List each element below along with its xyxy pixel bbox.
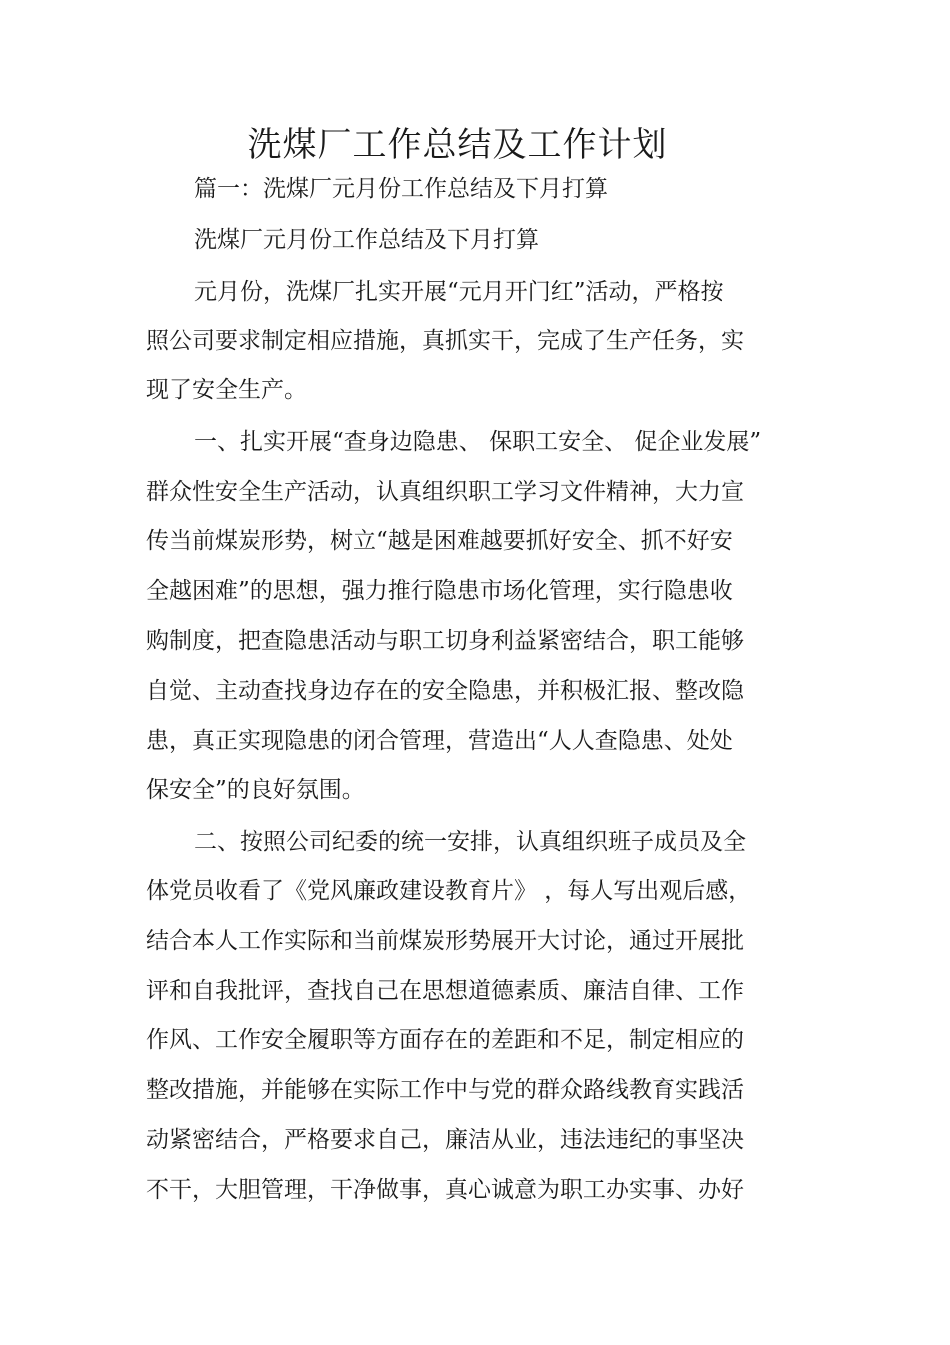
paragraph-line: 作风、工作安全履职等方面存在的差距和不足，制定相应的 — [146, 1027, 744, 1053]
paragraph-line: 结合本人工作实际和当前煤炭形势展开大讨论，通过开展批 — [146, 928, 744, 954]
paragraph-line: 群众性安全生产活动，认真组织职工学习文件精神，大力宣 — [146, 479, 744, 505]
paragraph-line: 患，真正实现隐患的闭合管理，营造出“人人查隐患、处处 — [146, 728, 733, 754]
paragraph-line: 整改措施，并能够在实际工作中与党的群众路线教育实践活 — [146, 1077, 744, 1103]
paragraph-line: 传当前煤炭形势，树立“越是困难越要抓好安全、抓不好安 — [146, 528, 733, 554]
section-heading: 篇一：洗煤厂元月份工作总结及下月打算 — [194, 176, 608, 202]
paragraph-line: 评和自我批评，查找自己在思想道德素质、廉洁自律、工作 — [146, 978, 744, 1004]
paragraph-line: 体党员收看了《党风廉政建设教育片》 ，每人写出观后感， — [146, 878, 752, 904]
paragraph-line: 保安全”的良好氛围。 — [146, 777, 365, 803]
document-title: 洗煤厂工作总结及工作计划 — [247, 125, 668, 165]
paragraph-line: 照公司要求制定相应措施，真抓实干，完成了生产任务，实 — [146, 328, 744, 354]
paragraph-line: 现了安全生产。 — [146, 377, 307, 403]
paragraph-line: 动紧密结合，严格要求自己，廉洁从业，违法违纪的事坚决 — [146, 1127, 744, 1153]
paragraph-line: 购制度，把查隐患活动与职工切身利益紧密结合，职工能够 — [146, 628, 744, 654]
paragraph-line: 一、扎实开展“查身边隐患、 保职工安全、 促企业发展” — [194, 429, 762, 455]
subheading: 洗煤厂元月份工作总结及下月打算 — [194, 227, 539, 253]
paragraph-line: 自觉、主动查找身边存在的安全隐患，并积极汇报、整改隐 — [146, 678, 744, 704]
paragraph-line: 元月份，洗煤厂扎实开展“元月开门红”活动，严格按 — [194, 279, 724, 305]
paragraph-line: 二、按照公司纪委的统一安排，认真组织班子成员及全 — [194, 829, 746, 855]
paragraph-line: 不干，大胆管理，干净做事，真心诚意为职工办实事、办好 — [146, 1177, 744, 1203]
paragraph-line: 全越困难”的思想，强力推行隐患市场化管理，实行隐患收 — [146, 578, 733, 604]
